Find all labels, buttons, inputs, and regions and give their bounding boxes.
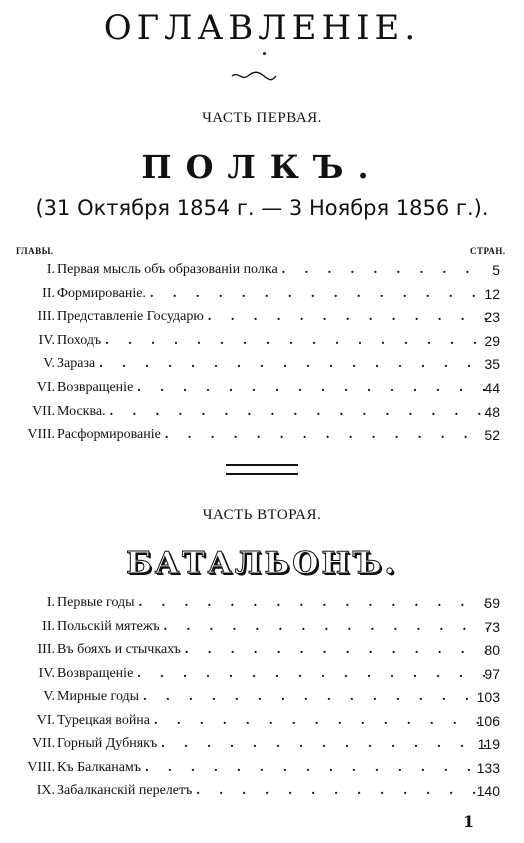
part1-heading: ЧАСТЬ ПЕРВАЯ. (202, 110, 322, 126)
chapter-page: 59 (484, 595, 500, 611)
chapter-number: V. (43, 356, 55, 372)
swash-ornament (230, 70, 278, 82)
chapter-title: Представленіе Государю (57, 309, 204, 325)
chapter-number: I. (46, 262, 55, 277)
chapters-column-label: ГЛАВЫ. (16, 246, 54, 256)
chapter-title: Возвращеніе (57, 665, 134, 681)
chapter-title: Москва. (57, 403, 106, 419)
toc-entry (0, 713, 524, 737)
chapter-page: 23 (484, 309, 500, 326)
toc-entry (0, 404, 524, 428)
toc-entry (0, 642, 524, 666)
chapter-page: 29 (484, 332, 500, 349)
chapter-title: Формированіе. (57, 285, 146, 301)
dot-leader (137, 380, 488, 396)
chapter-page: 12 (484, 285, 500, 302)
chapter-title: Горный Дубнякъ (57, 736, 158, 751)
dot-leader (145, 760, 488, 776)
part1-title: ПОЛКЪ. (141, 148, 383, 186)
chapter-number: I. (46, 595, 55, 610)
chapter-page: 119 (477, 736, 500, 752)
toc-entry (0, 736, 524, 760)
chapter-title: Первая мысль объ образованіи полка (57, 262, 278, 277)
dot-leader (161, 736, 488, 752)
chapter-number: II. (42, 618, 55, 634)
chapter-number: VI. (36, 379, 55, 395)
toc-entry (0, 689, 524, 713)
part1-toc (0, 262, 524, 451)
chapter-number: III. (37, 309, 55, 325)
dot-leader (139, 595, 488, 611)
chapter-number: V. (43, 689, 55, 704)
toc-entry (0, 619, 524, 643)
dot-leader (164, 619, 488, 635)
toc-entry (0, 760, 524, 784)
chapter-page: 35 (484, 356, 500, 373)
dot-leader (208, 309, 488, 325)
dot-leader (185, 642, 488, 658)
dot-leader (110, 404, 488, 420)
chapter-number: VI. (36, 712, 55, 728)
part2-toc (0, 595, 524, 807)
chapter-title: Мирные годы (57, 689, 140, 704)
page-title: ОГЛАВЛЕНІЕ. (103, 8, 421, 48)
chapter-title: Походъ (57, 332, 102, 348)
dot-leader (282, 262, 488, 278)
part2-heading: ЧАСТЬ ВТОРАЯ. (202, 507, 322, 523)
toc-entry (0, 595, 524, 619)
chapter-number: VIII. (27, 427, 55, 443)
toc-entry (0, 783, 524, 807)
dot-leader (137, 666, 488, 682)
chapter-number: IV. (38, 332, 55, 348)
toc-entry (0, 666, 524, 690)
chapter-number: III. (37, 642, 55, 657)
chapter-page: 103 (476, 689, 500, 705)
chapter-page: 106 (476, 712, 500, 729)
part2-title: БАТАЛЬОНЪ. (126, 546, 398, 581)
toc-entry (0, 356, 524, 380)
toc-entry (0, 380, 524, 404)
chapter-title: Возвращеніе (57, 379, 134, 395)
chapter-page: 44 (484, 379, 500, 396)
chapter-title: Забалканскій перелетъ (57, 783, 193, 798)
chapter-title: Расформированіе (57, 427, 161, 443)
chapter-page: 140 (476, 783, 500, 799)
date-range: (31 Октября 1854 г. — 3 Ноября 1856 г.). (35, 196, 489, 220)
chapter-page: 73 (484, 618, 500, 635)
chapter-number: VII. (32, 736, 55, 751)
dot-leader (105, 333, 488, 349)
chapter-number: IV. (38, 665, 55, 681)
toc-entry (0, 333, 524, 357)
chapter-number: VIII. (27, 759, 55, 775)
chapter-page: 5 (492, 262, 500, 278)
toc-entry (0, 286, 524, 310)
chapter-title: Турецкая война (57, 712, 151, 728)
chapter-page: 48 (484, 403, 500, 420)
dot-leader (165, 427, 488, 443)
chapter-page: 52 (484, 427, 500, 444)
chapter-number: VII. (32, 403, 55, 419)
chapter-title: Зараза (57, 356, 96, 372)
pages-column-label: СТРАН. (470, 246, 506, 256)
dot-leader (154, 713, 488, 729)
ornament-dot (263, 52, 266, 55)
chapter-title: Въ бояхъ и стычкахъ (57, 642, 181, 657)
chapter-page: 97 (484, 665, 500, 682)
chapter-title: Польскій мятежъ (57, 618, 160, 634)
chapter-number: IX. (36, 783, 55, 798)
toc-entry (0, 427, 524, 451)
toc-entry (0, 262, 524, 286)
chapter-title: Къ Балканамъ (57, 759, 142, 775)
dot-leader (99, 356, 488, 372)
dot-leader (196, 783, 488, 799)
chapter-number: II. (42, 285, 55, 301)
chapter-page: 133 (476, 759, 500, 776)
dot-leader (150, 286, 488, 302)
section-divider (226, 464, 298, 475)
dot-leader (143, 689, 488, 705)
toc-entry (0, 309, 524, 333)
chapter-page: 80 (484, 642, 500, 658)
page-number: 1 (463, 812, 475, 831)
chapter-title: Первые годы (57, 595, 135, 610)
